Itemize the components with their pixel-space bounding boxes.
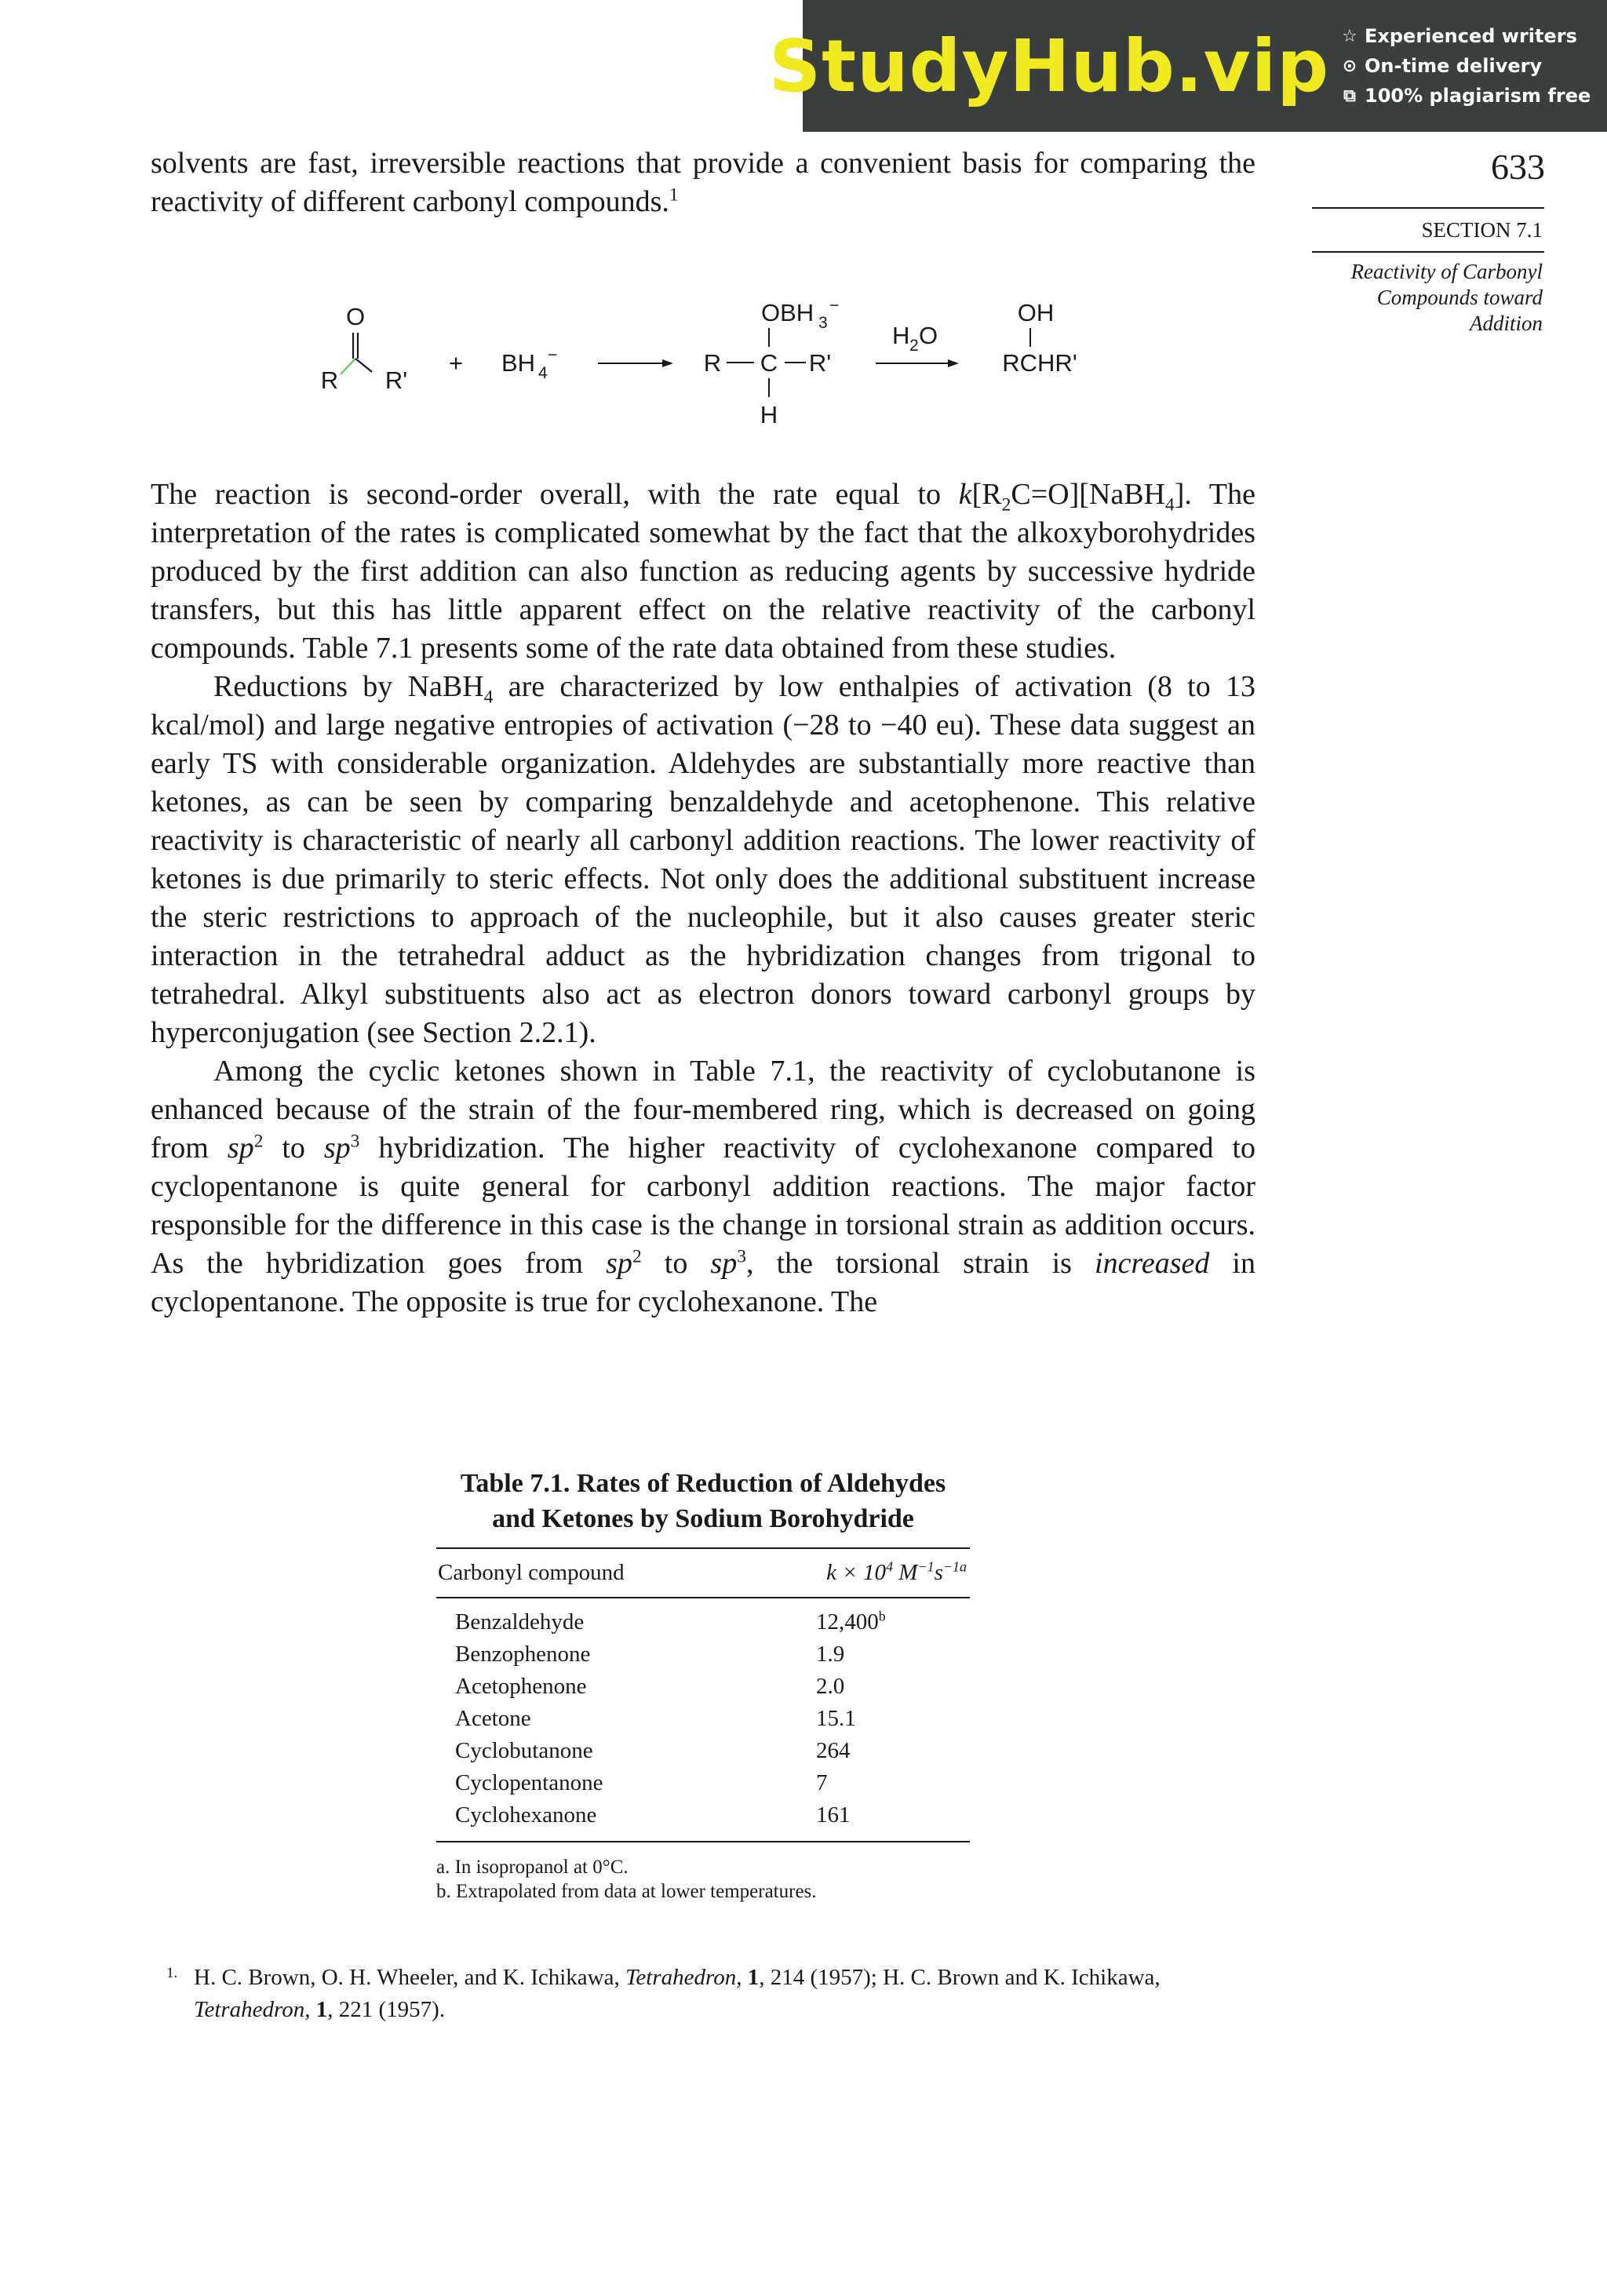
sp-term: sp [323,1132,351,1164]
caption-line: and Ketones by Sodium Borohydride [492,1504,914,1533]
footnote-1 [166,1962,1255,2026]
paragraph-cyclic-ketones [151,1052,1255,1321]
text-run: , 214 (1957); H. C. Brown and K. Ichikawa, [759,1965,1161,1990]
header-part: 4 [886,1558,894,1575]
header-part: k × 10 [826,1560,887,1585]
table-row [436,1671,970,1703]
banner-features [1295,0,1607,132]
feature-on-time-delivery [1339,55,1607,77]
superscript: 3 [350,1131,360,1152]
superscript: 2 [632,1246,642,1267]
reaction-scheme [314,290,1114,439]
compound-name: Benzophenone [455,1642,591,1667]
header-carbonyl-compound: Carbonyl compound [438,1560,625,1585]
section-title [1312,259,1543,337]
table-note-b: b. Extrapolated from data at lower temperatures. [436,1881,817,1902]
rate-value [816,1767,970,1799]
intro-text: solvents are fast, irreversible reactions that provide a convenient basis for comparing the reactivity of different carbonyl compounds. [151,147,1255,218]
text-run: , [304,1997,316,2022]
ketone-rprime: R' [384,366,408,394]
borohydride-charge: − [548,346,558,364]
superscript: 3 [737,1246,746,1267]
section-title-line: Addition [1470,312,1543,335]
borohydride-bh: BH [501,349,536,377]
table-notes [436,1855,970,1904]
emphasis: increased [1095,1247,1210,1280]
sp-term: sp [710,1247,738,1280]
paragraph-activation [151,668,1255,1052]
compound-name: Benzaldehyde [455,1609,585,1635]
text-run: C=O][NaBH [1011,478,1165,511]
text-run: in cyclopentanone. The opposite is true for cyclohexanone. The [151,1247,1255,1318]
compound-name: Acetophenone [455,1674,587,1699]
table-row [436,1799,970,1831]
table-caption [436,1466,970,1536]
feature-label: On-time delivery [1365,55,1543,77]
rate-number: 1.9 [816,1642,845,1667]
studyhub-banner[interactable] [768,0,1607,132]
compound-name: Cyclobutanone [455,1738,593,1763]
intermediate-rprime: R' [808,349,832,377]
table-note-a: a. In isopropanol at 0°C. [436,1857,629,1878]
compound-name: Acetone [455,1706,531,1731]
star-icon: ☆ [1342,26,1357,46]
text-run: , 221 (1957). [327,1997,446,2022]
text-run: to [263,1132,324,1164]
copy-icon: ⧉ [1343,86,1356,106]
feature-label: Experienced writers [1365,25,1577,47]
rate-number: 264 [816,1738,851,1763]
text-run: H. C. Brown, O. H. Wheeler, and K. Ichikawa, [194,1965,625,1990]
rate-value [816,1735,970,1767]
ketone-bond-left [341,359,355,374]
ketone-bond-right [355,359,372,372]
footnote-ref[interactable]: 1 [669,184,679,206]
intermediate-r: R [703,349,722,377]
rate-number: 15.1 [816,1706,856,1731]
feature-label: 100% plagiarism free [1365,85,1591,107]
section-title-line: Reactivity of Carbonyl [1350,260,1543,283]
compound-name: Cyclohexanone [455,1802,597,1828]
superscript: 2 [253,1131,264,1152]
ketone-oxygen: O [345,303,366,330]
text-run: , [736,1965,748,1990]
journal-name: Tetrahedron [194,1997,305,2022]
footnote-text [194,1962,1255,2026]
water-o: O [919,322,938,349]
margin-rule-bottom [1312,251,1544,253]
text-run: hybridization. The higher reactivity of cyclohexanone compared to cyclopentanone is quite general for carbonyl addition reactions. The major factor responsible for the difference in this case is the change in torsional strain as addition occurs. As the hybridization goes from [151,1132,1255,1280]
intermediate-sub3: 3 [818,314,828,332]
section-title-line: Compounds toward [1376,286,1543,309]
rate-value [816,1606,970,1638]
volume: 1 [747,1965,760,1990]
sp-term: sp [606,1247,632,1280]
text-run: ]. The interpretation of the rates is complicated somewhat by the fact that the alkoxyborohydrides produced by the first addition can also function as reducing agents by successive hydride transfers, but this has little apparent effect on the relative reactivity of the carbonyl compounds. Table 7.1 presents some of the rate data obtained from these studies. [151,478,1256,665]
plus-sign: + [448,349,464,377]
ketone-r: R [320,366,339,394]
header-part: s [934,1560,943,1585]
water-h: H [892,322,910,349]
arrow-head-2 [948,359,959,367]
subscript: 4 [1165,494,1175,516]
rate-number: 7 [816,1770,828,1795]
arrow-head-1 [662,359,673,367]
footnote-marker: 1. [166,1965,178,1981]
text-run: The reaction is second-order overall, with the rate equal to [151,478,959,511]
table-row [436,1606,970,1638]
text-run: [R [971,478,1002,511]
table-body [436,1606,970,1831]
volume: 1 [315,1997,328,2022]
subscript: 4 [483,687,494,708]
header-part: M [893,1560,918,1585]
table-row [436,1703,970,1735]
intermediate-charge: − [829,297,840,315]
rate-value [816,1671,970,1703]
paragraph-rate-law [151,476,1255,668]
rate-number: 12,400 [816,1609,879,1635]
table-7-1 [436,1466,970,1904]
header-part: −1 [917,1558,935,1575]
table-row [436,1735,970,1767]
studyhub-logo[interactable]: StudyHub.vip [768,24,1330,108]
intermediate-h: H [760,401,778,428]
intermediate-obh: OBH [761,299,814,326]
rate-value [816,1799,970,1831]
product-rchr: RCHR' [1002,349,1077,377]
subscript: 2 [1001,494,1011,516]
table-rule-bottom [436,1841,970,1842]
borohydride-sub4: 4 [538,364,548,382]
text-run: , the torsional strain is [746,1247,1095,1280]
rate-number: 161 [816,1802,851,1828]
rate-number: 2.0 [816,1674,845,1699]
main-text [151,476,1255,1321]
journal-name: Tetrahedron [625,1965,737,1990]
rate-constant: k [958,478,972,511]
header-part: −1a [942,1558,967,1575]
intermediate-carbon: C [760,349,778,377]
table-rule-mid [436,1597,970,1598]
product-oh: OH [1017,299,1055,326]
table-header [436,1549,970,1597]
table-row [436,1638,970,1671]
text-run: to [641,1247,711,1280]
compound-name: Cyclopentanone [455,1770,603,1795]
section-label: SECTION 7.1 [1421,218,1543,242]
feature-experienced-writers [1339,25,1607,47]
text-run: Reductions by NaBH [213,670,484,703]
text-run: are characterized by low enthalpies of activation (8 to 13 kcal/mol) and large negative entropies of activation (−28 to −40 eu). These data suggest an early TS with considerable organization. Aldehydes are substantially more reactive than ketones, as can be seen by comparing benzaldehyde and acetophenone. This relative reactivity is characteristic of nearly all carbonyl addition reactions. The lower reactivity of ketones is due primarily to steric effects. Not only does the additional substituent increase the steric restrictions to approach of the nucleophile, but it also causes greater steric interaction in the tetrahedral adduct as the hybridization changes from trigonal to tetrahedral. Alkyl substituents also act as electron donors toward carbonyl groups by hyperconjugation (see Section 2.2.1). [151,670,1255,1049]
water-sub2: 2 [909,337,919,355]
feature-plagiarism-free [1339,85,1607,107]
page-number: 633 [1491,147,1545,187]
table-row [436,1767,970,1799]
text-run: Among the cyclic ketones shown in Table 7.1, the reactivity of cyclobutanone is enhanced because of the strain of the four-membered ring, which is decreased on going from [151,1055,1255,1164]
rate-value [816,1703,970,1735]
rate-value [816,1638,970,1671]
intro-paragraph [151,144,1255,221]
caption-line: Table 7.1. Rates of Reduction of Aldehydes [460,1469,946,1498]
margin-rule-top [1312,207,1544,209]
header-rate-constant [826,1560,968,1586]
sp-term: sp [227,1132,254,1164]
clock-icon: ⊙ [1342,56,1357,76]
rate-note: b [878,1608,886,1624]
